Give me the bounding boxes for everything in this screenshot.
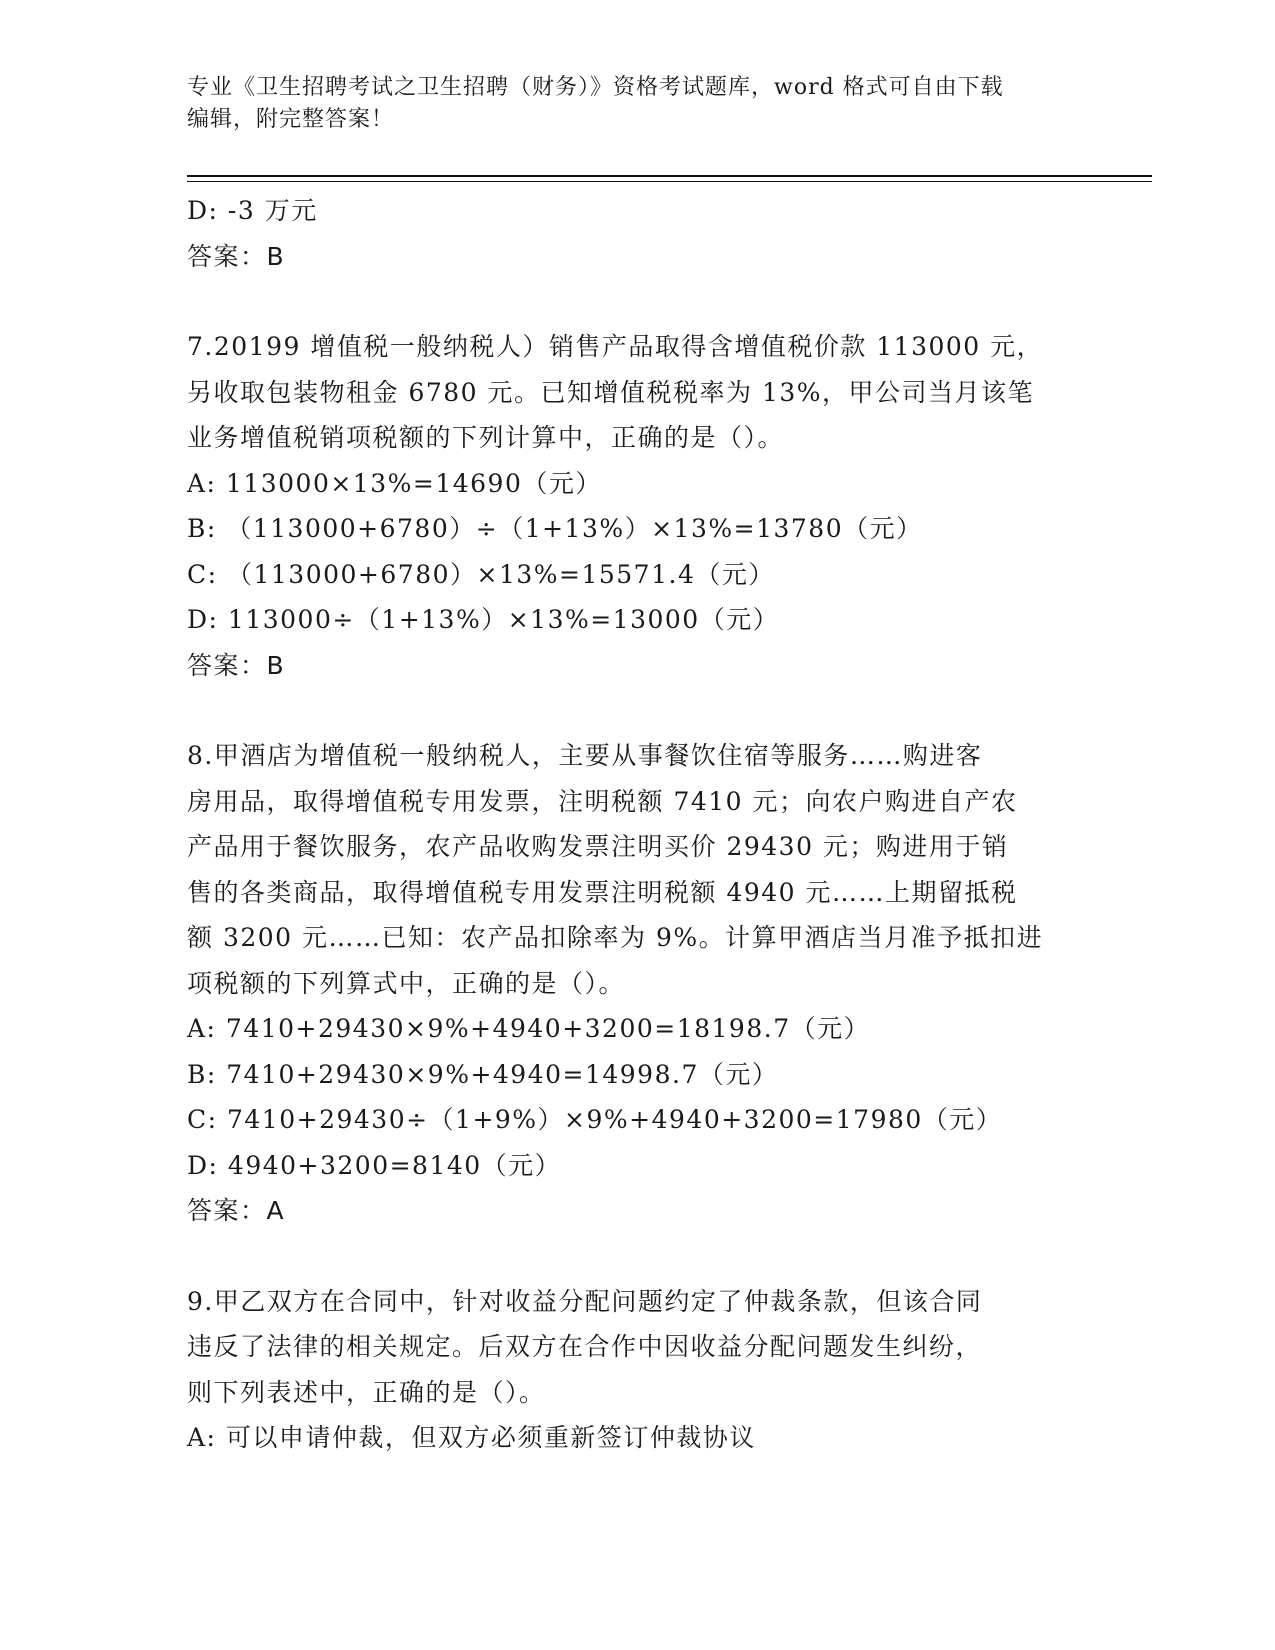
question-7-option-d: D: 113000÷（1+13%）×13%=13000（元）	[187, 605, 780, 634]
question-9	[187, 1279, 1087, 1461]
question-8	[187, 733, 1087, 1234]
question-7-line: 7.20199 增值税一般纳税人）销售产品取得含增值税价款 113000 元，	[187, 332, 1044, 361]
question-7-line: 另收取包装物租金 6780 元。已知增值税税率为 13%，甲公司当月该笔	[187, 377, 1035, 407]
question-9-line: 违反了法律的相关规定。后双方在合作中因收益分配问题发生纠纷，	[187, 1332, 983, 1361]
spacer	[187, 279, 1087, 324]
question-8-option-d: D: 4940+3200=8140（元）	[187, 1150, 562, 1180]
question-8-option-c: C: 7410+29430÷（1+9%）×9%+4940+3200=17980（元）	[187, 1105, 1003, 1134]
question-9-line: 9.甲乙双方在合同中，针对收益分配问题约定了仲裁条款，但该合同	[187, 1286, 983, 1316]
question-8-line: 项税额的下列算式中，正确的是（）。	[187, 968, 626, 998]
question-8-line: 额 3200 元……已知：农产品扣除率为 9%。计算甲酒店当月准予抵扣进	[187, 923, 1044, 952]
question-8-answer: 答案：A	[187, 1196, 286, 1225]
spacer	[187, 1234, 1087, 1279]
header-line-1: 专业《卫生招聘考试之卫生招聘（财务）》资格考试题库，word 格式可自由下载	[187, 75, 1004, 100]
header-divider-thick	[187, 175, 1152, 177]
question-content	[187, 188, 1087, 1461]
prev-option-d: D: -3 万元	[187, 196, 318, 225]
header-divider-thin	[187, 181, 1152, 182]
question-7-option-c: C: （113000+6780）×13%=15571.4（元）	[187, 559, 775, 589]
question-8-line: 房用品，取得增值税专用发票，注明税额 7410 元；向农户购进自产农	[187, 786, 1018, 816]
question-7-answer: 答案：B	[187, 650, 286, 680]
question-7-option-a: A: 113000×13%=14690（元）	[187, 468, 602, 498]
question-7-line: 业务增值税销项税额的下列计算中，正确的是（）。	[187, 423, 785, 452]
question-8-option-b: B: 7410+29430×9%+4940=14998.7（元）	[187, 1059, 779, 1089]
page-header	[187, 72, 1087, 136]
spacer	[187, 688, 1087, 733]
question-9-line: 则下列表述中，正确的是（）。	[187, 1377, 546, 1407]
question-8-line: 售的各类商品，取得增值税专用发票注明税额 4940 元……上期留抵税	[187, 877, 1018, 907]
question-7-option-b: B: （113000+6780）÷（1+13%）×13%=13780（元）	[187, 514, 923, 543]
prev-answer: 答案：B	[187, 241, 286, 271]
header-line-2: 编辑，附完整答案！	[187, 107, 395, 132]
question-8-option-a: A: 7410+29430×9%+4940+3200=18198.7（元）	[187, 1014, 871, 1043]
question-7	[187, 324, 1087, 688]
question-8-line: 产品用于餐饮服务，农产品收购发票注明买价 29430 元；购进用于销	[187, 832, 1009, 861]
question-9-option-a: A: 可以申请仲裁，但双方必须重新签订仲裁协议	[187, 1423, 756, 1452]
question-8-line: 8.甲酒店为增值税一般纳税人，主要从事餐饮住宿等服务……购进客	[187, 741, 983, 770]
